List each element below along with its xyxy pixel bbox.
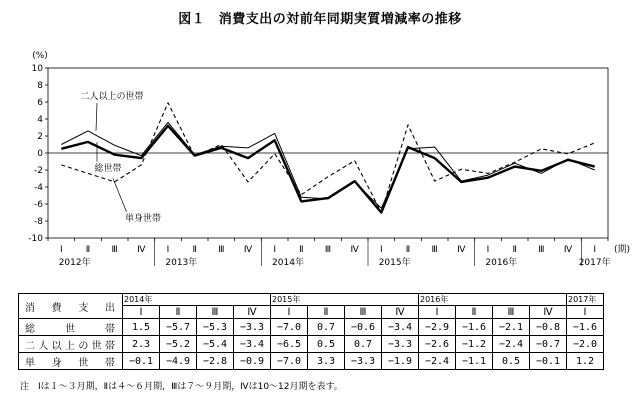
table-quarter-header: Ⅱ xyxy=(456,306,493,319)
table-cell: 2.3 xyxy=(123,336,160,353)
x-tick-label: Ⅱ xyxy=(299,245,304,255)
x-tick-label: Ⅱ xyxy=(512,245,517,255)
table-cell: −6.5 xyxy=(271,336,308,353)
table-cell: −7.0 xyxy=(271,353,308,370)
y-tick-label: -8 xyxy=(34,217,43,227)
table-cell: 1.2 xyxy=(567,353,604,370)
x-tick-label: Ⅲ xyxy=(538,245,545,255)
x-tick-label: Ⅰ xyxy=(166,245,170,255)
table-year-header: 2015年 xyxy=(271,294,419,306)
x-tick-label: Ⅲ xyxy=(218,245,225,255)
footnote: 注 Ⅰは１～３月期，Ⅱは４～６月期，Ⅲは７～９月期，Ⅳは10～12月期を表す。 xyxy=(20,382,343,392)
table-cell: −2.0 xyxy=(567,336,604,353)
table-cell: −1.6 xyxy=(567,319,604,336)
page-title: 図１ 消費支出の対前年同期実質増減率の推移 xyxy=(178,12,462,27)
y-tick-label: 6 xyxy=(37,98,43,108)
series-line-0 xyxy=(61,126,594,213)
y-tick-label: -6 xyxy=(34,200,43,210)
table-row-label: 二人以上の世帯 xyxy=(19,336,123,353)
table-cell: 0.5 xyxy=(308,336,345,353)
table-cell: −0.8 xyxy=(530,319,567,336)
y-tick-label: 0 xyxy=(37,149,43,159)
table-cell: −3.3 xyxy=(234,319,271,336)
series-label: 単身世帯 xyxy=(124,214,162,224)
x-year-label: 2015年 xyxy=(378,258,411,268)
table-cell: −5.2 xyxy=(160,336,197,353)
y-tick-label: -4 xyxy=(34,183,43,193)
table-row xyxy=(19,353,604,370)
y-tick-label: 8 xyxy=(37,81,43,91)
y-tick-label: 10 xyxy=(31,64,43,74)
table-cell: −3.3 xyxy=(345,353,382,370)
series-label-pointer xyxy=(96,103,97,131)
table-year-header: 2017年 xyxy=(567,294,604,306)
x-tick-label: Ⅲ xyxy=(324,245,332,255)
table-quarter-header: Ⅰ xyxy=(419,306,456,319)
table-cell: −2.1 xyxy=(493,319,530,336)
x-tick-label: Ⅰ xyxy=(486,245,490,255)
x-tick-label: Ⅳ xyxy=(137,245,146,255)
table-cell: 3.3 xyxy=(308,353,345,370)
table-cell: −3.3 xyxy=(382,336,419,353)
table-row xyxy=(19,336,604,353)
series-label: 総世帯 xyxy=(94,164,122,174)
table-row-label: 単身世帯 xyxy=(19,353,123,370)
table-cell: −3.4 xyxy=(382,319,419,336)
table-quarter-header: Ⅳ xyxy=(382,306,419,319)
table-quarter-header: Ⅱ xyxy=(308,306,345,319)
x-tick-label: Ⅳ xyxy=(457,245,466,255)
table-quarter-header: Ⅳ xyxy=(234,306,271,319)
table-quarter-header: Ⅰ xyxy=(123,306,160,319)
y-tick-label: 2 xyxy=(37,132,43,142)
x-tick-label: Ⅱ xyxy=(85,245,91,255)
x-year-label: 2013年 xyxy=(165,258,198,268)
x-tick-label: Ⅳ xyxy=(350,245,359,255)
table-row xyxy=(19,319,604,336)
table-cell: −0.1 xyxy=(123,353,160,370)
table-quarter-header: Ⅲ xyxy=(345,306,382,319)
series-label-pointer xyxy=(113,179,127,214)
y-axis-unit: (%) xyxy=(32,51,48,61)
x-tick-label: Ⅳ xyxy=(243,245,253,255)
table-cell: −4.9 xyxy=(160,353,197,370)
table-cell: −0.7 xyxy=(530,336,567,353)
table-cell: −2.4 xyxy=(419,353,456,370)
table-quarter-header: Ⅲ xyxy=(493,306,530,319)
table-cell: −2.9 xyxy=(419,319,456,336)
table-year-header: 2014年 xyxy=(123,294,271,306)
table-cell: 0.7 xyxy=(308,319,345,336)
x-period-label: (期) xyxy=(613,245,631,255)
x-year-label: 2016年 xyxy=(485,258,518,268)
x-tick-label: Ⅲ xyxy=(111,245,118,255)
x-tick-label: Ⅰ xyxy=(380,245,383,255)
x-tick-label: Ⅳ xyxy=(563,245,573,255)
x-tick-label: Ⅰ xyxy=(593,245,596,255)
table-cell: 1.5 xyxy=(123,319,160,336)
table-cell: −0.1 xyxy=(530,353,567,370)
table-cell: −7.0 xyxy=(271,319,308,336)
table-cell: −2.6 xyxy=(419,336,456,353)
y-tick-label: 4 xyxy=(37,115,43,125)
table-cell: −3.4 xyxy=(234,336,271,353)
table-cell: −2.4 xyxy=(493,336,530,353)
table-cell: −0.9 xyxy=(234,353,271,370)
table-cell: −5.4 xyxy=(197,336,234,353)
table-quarter-header: Ⅰ xyxy=(567,306,604,319)
table-cell: −5.3 xyxy=(197,319,234,336)
x-tick-label: Ⅲ xyxy=(431,245,438,255)
table-cell: −1.6 xyxy=(456,319,493,336)
y-tick-label: -10 xyxy=(28,234,43,244)
series-label: 二人以上の世帯 xyxy=(80,92,144,102)
table-quarter-header: Ⅱ xyxy=(160,306,197,319)
x-tick-label: Ⅱ xyxy=(405,245,411,255)
y-tick-label: -2 xyxy=(34,166,43,176)
table-quarter-header: Ⅰ xyxy=(271,306,308,319)
x-year-label: 2014年 xyxy=(272,258,304,268)
x-tick-label: Ⅰ xyxy=(60,245,63,255)
table-cell: 0.5 xyxy=(493,353,530,370)
x-year-label: 2012年 xyxy=(58,258,91,268)
table-cell: −1.2 xyxy=(456,336,493,353)
table-quarter-header: Ⅳ xyxy=(530,306,567,319)
table-year-header: 2016年 xyxy=(419,294,567,306)
data-table xyxy=(18,293,604,370)
table-row-label: 総世帯 xyxy=(19,319,123,336)
table-cell: −5.7 xyxy=(160,319,197,336)
x-year-label: 2017年 xyxy=(578,258,611,268)
table-quarter-header: Ⅲ xyxy=(197,306,234,319)
table-cell: −2.8 xyxy=(197,353,234,370)
table-cell: −1.1 xyxy=(456,353,493,370)
table-header-label: 消費支出 xyxy=(19,294,123,319)
table-cell: −0.6 xyxy=(345,319,382,336)
x-tick-label: Ⅱ xyxy=(192,245,197,255)
table-cell: −1.9 xyxy=(382,353,419,370)
x-tick-label: Ⅰ xyxy=(273,245,276,255)
table-cell: 0.7 xyxy=(345,336,382,353)
